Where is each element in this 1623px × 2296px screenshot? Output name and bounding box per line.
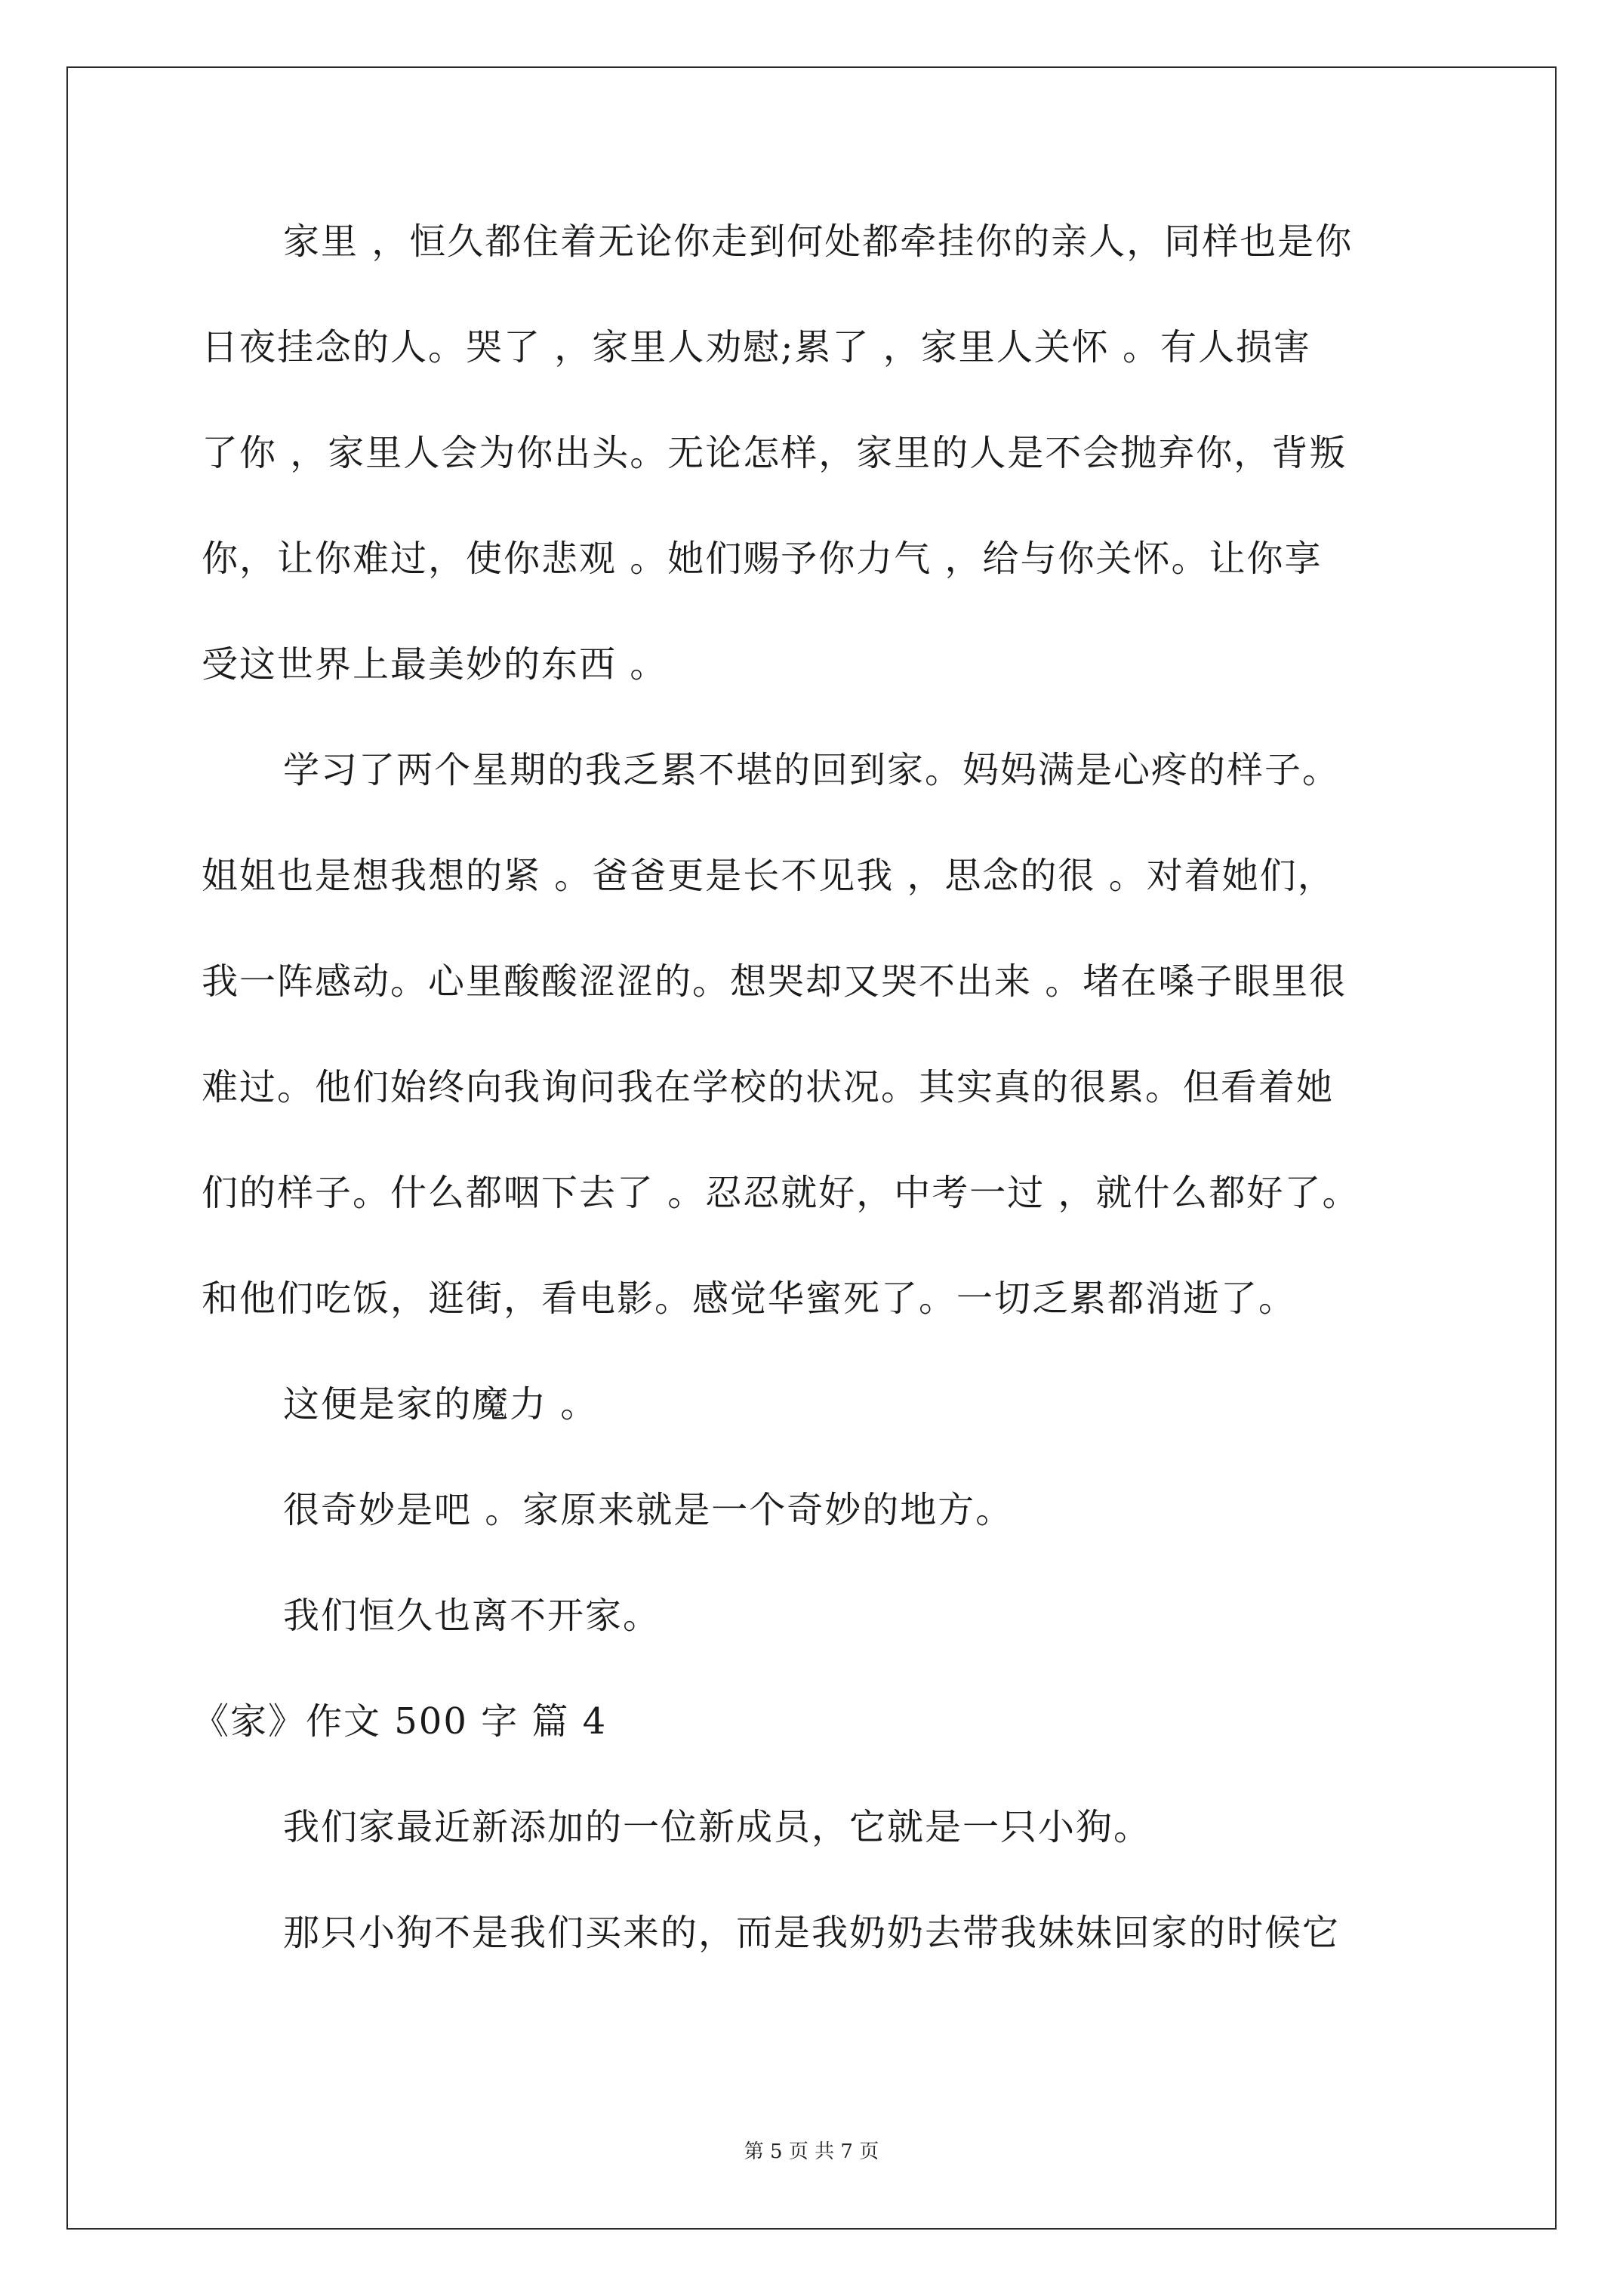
- paragraph-1-line-2: 日夜挂念的人。哭了 ，家里人劝慰;累了 ，家里人关怀 。有人损害: [202, 326, 1311, 368]
- paragraph-7-line-1: 那只小狗不是我们买来的，而是我奶奶去带我妹妹回家的时候它: [283, 1912, 1341, 1954]
- paragraph-2-line-2: 姐姐也是想我想的紧 。爸爸更是长不见我 ，思念的很 。对着她们，: [202, 855, 1335, 897]
- page-border: [66, 66, 1557, 2230]
- paragraph-1-line-3: 了你 ，家里人会为你出头。无论怎样，家里的人是不会抛弃你，背叛: [202, 432, 1347, 474]
- paragraph-6: 我们家最近新添加的一位新成员，它就是一只小狗。: [283, 1806, 1152, 1848]
- paragraph-2-line-5: 们的样子。什么都咽下去了 。忍忍就好，中考一过 ，就什么都好了。: [202, 1172, 1360, 1214]
- paragraph-4: 很奇妙是吧 。家原来就是一个奇妙的地方。: [283, 1489, 1014, 1531]
- paragraph-1-line-1: 家里 ，恒久都住着无论你走到何处都牵挂你的亲人，同样也是你: [283, 220, 1354, 263]
- section-heading: 《家》作文 500 字 篇 4: [192, 1700, 608, 1743]
- paragraph-2-line-4: 难过。他们始终向我询问我在学校的状况。其实真的很累。但看着她: [202, 1066, 1335, 1108]
- paragraph-5: 我们恒久也离不开家。: [283, 1595, 661, 1637]
- paragraph-1-line-5: 受这世界上最美妙的东西 。: [202, 643, 668, 686]
- paragraph-2-line-6: 和他们吃饭，逛街，看电影。感觉华蜜死了。一切乏累都消逝了。: [202, 1277, 1297, 1320]
- paragraph-1-line-4: 你，让你难过，使你悲观 。她们赐予你力气 ，给与你关怀。让你享: [202, 538, 1323, 580]
- paragraph-3: 这便是家的魔力 。: [283, 1383, 599, 1425]
- page-number-footer: 第 5 页 共 7 页: [744, 2140, 879, 2163]
- paragraph-2-line-3: 我一阵感动。心里酸酸涩涩的。想哭却又哭不出来 。堵在嗓子眼里很: [202, 960, 1347, 1003]
- paragraph-2-line-1: 学习了两个星期的我乏累不堪的回到家。妈妈满是心疼的样子。: [283, 749, 1341, 791]
